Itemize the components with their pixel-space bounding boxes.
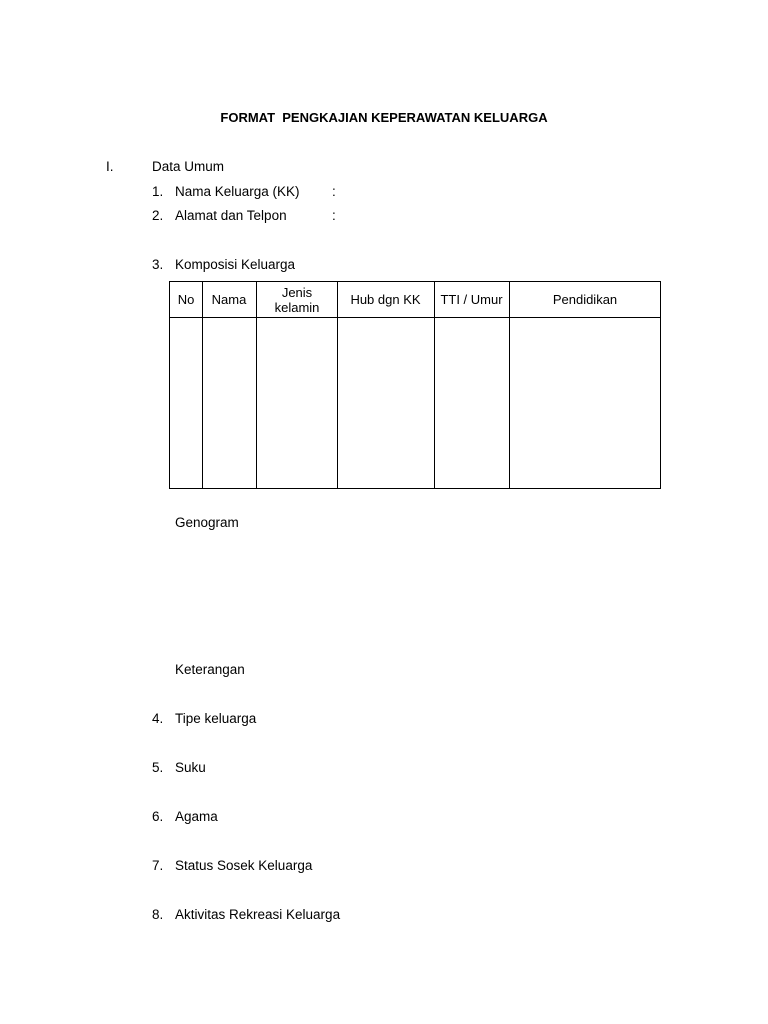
field-1-label: Nama Keluarga (KK) <box>175 184 300 199</box>
column-header-hub-dgn-kk: Hub dgn KK <box>350 292 421 307</box>
item-8-label: Aktivitas Rekreasi Keluarga <box>175 907 341 922</box>
item-6-label: Agama <box>175 809 218 824</box>
table-column-divider <box>256 282 257 488</box>
field-1-number: 1. <box>152 184 164 199</box>
komposisi-number: 3. <box>152 257 164 272</box>
field-1-colon: : <box>332 184 336 199</box>
item-7-label: Status Sosek Keluarga <box>175 858 313 873</box>
item-4-number: 4. <box>152 711 164 726</box>
item-6-number: 6. <box>152 809 164 824</box>
field-2-label: Alamat dan Telpon <box>175 208 287 223</box>
item-7-number: 7. <box>152 858 164 873</box>
column-header-pendidikan: Pendidikan <box>552 292 618 307</box>
family-composition-table <box>169 281 661 489</box>
keterangan-label: Keterangan <box>175 662 245 677</box>
item-4-label: Tipe keluarga <box>175 711 257 726</box>
item-5-number: 5. <box>152 760 164 775</box>
table-header-divider <box>170 317 660 318</box>
column-header-jenis-kelamin: Jenis kelamin <box>274 284 320 315</box>
column-header-no: No <box>177 292 195 307</box>
item-8-number: 8. <box>152 907 164 922</box>
column-header-nama: Nama <box>211 292 247 307</box>
item-5-label: Suku <box>175 760 206 775</box>
section-number: I. <box>106 159 114 174</box>
document-title: FORMAT PENGKAJIAN KEPERAWATAN KELUARGA <box>220 110 548 125</box>
column-header-tti-umur: TTI / Umur <box>440 292 503 307</box>
genogram-label: Genogram <box>175 515 239 530</box>
section-heading: Data Umum <box>152 159 225 174</box>
field-2-number: 2. <box>152 208 164 223</box>
komposisi-label: Komposisi Keluarga <box>175 257 296 272</box>
field-2-colon: : <box>332 208 336 223</box>
